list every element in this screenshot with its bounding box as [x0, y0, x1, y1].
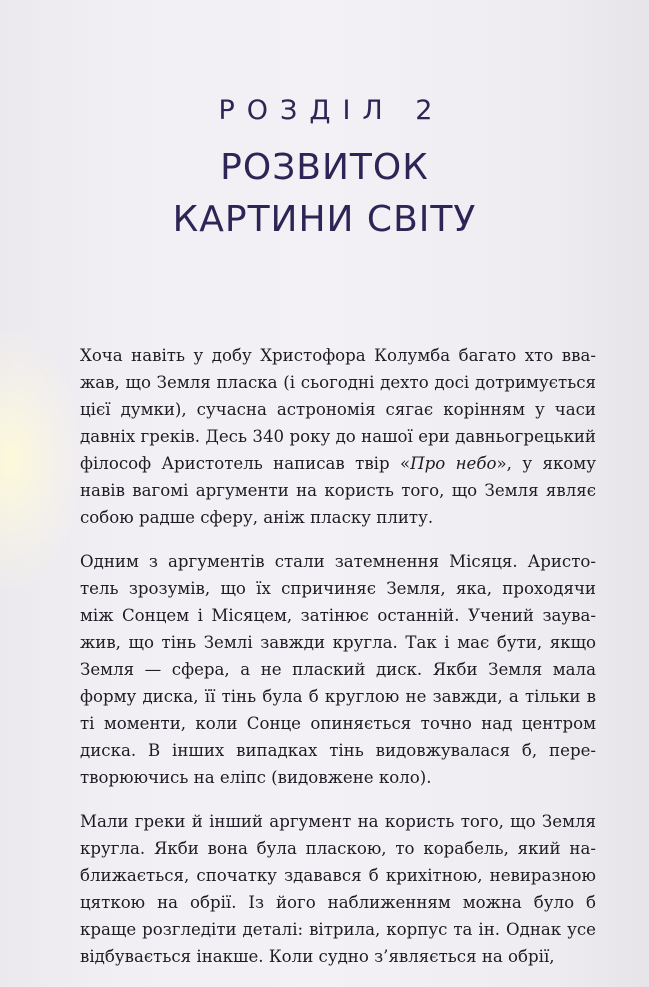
chapter-title-line-2: КАРТИНИ СВІТУ: [172, 199, 477, 240]
paragraph-3: Мали греки й інший аргумент на користь того, що Земля кругла. Якби вона була пласкою, то корабель, який наближається, спочатку здавався б крихітною, невиразною цяткою на обрії. Із його наближенням можна було б краще розгледіти деталі: вітрила, корпус та ін. Однак усе відбувається інакше. Коли судно з’являється на обрії,: [80, 812, 596, 966]
book-title-italic: Про небо: [410, 454, 497, 473]
body-text: [80, 342, 596, 987]
light-glare: [0, 330, 80, 590]
paragraph-1-start: Хоча навіть у добу Христофора Колумба багато хто вважав, що Земля пласка (і сьогодні дехто досі дотримується цієї думки), сучасна астрономія сягає корінням у часи давніх греків. Десь 340 року до нашої ери давньогрецький філософ Аристотель написав твір «: [80, 346, 596, 473]
chapter-label: РОЗДІЛ 2: [218, 95, 445, 126]
paragraph-1: [80, 342, 596, 531]
paragraph-1-end: », у якому навів вагомі аргументи на користь того, що Земля являє собою радше сферу, аніж пласку плиту.: [80, 454, 596, 527]
paragraph-2: Одним з аргументів стали затемнення Місяця. Аристотель зрозумів, що їх спричиняє Земля, яка, проходячи між Сонцем і Місяцем, затінює останній. Учений зауважив, що тінь Землі завжди кругла. Так і має бути, якщо Земля — сфера, а не плаский диск. Якби Земля мала форму диска, її тінь була б круглою не завжди, а тільки в ті моменти, коли Сонце опиняється точно над центром диска. В інших випадках тінь видовжувалася б, перетворюючись на еліпс (видовжене коло).: [80, 552, 596, 787]
chapter-title-line-1: РОЗВИТОК: [220, 147, 429, 188]
